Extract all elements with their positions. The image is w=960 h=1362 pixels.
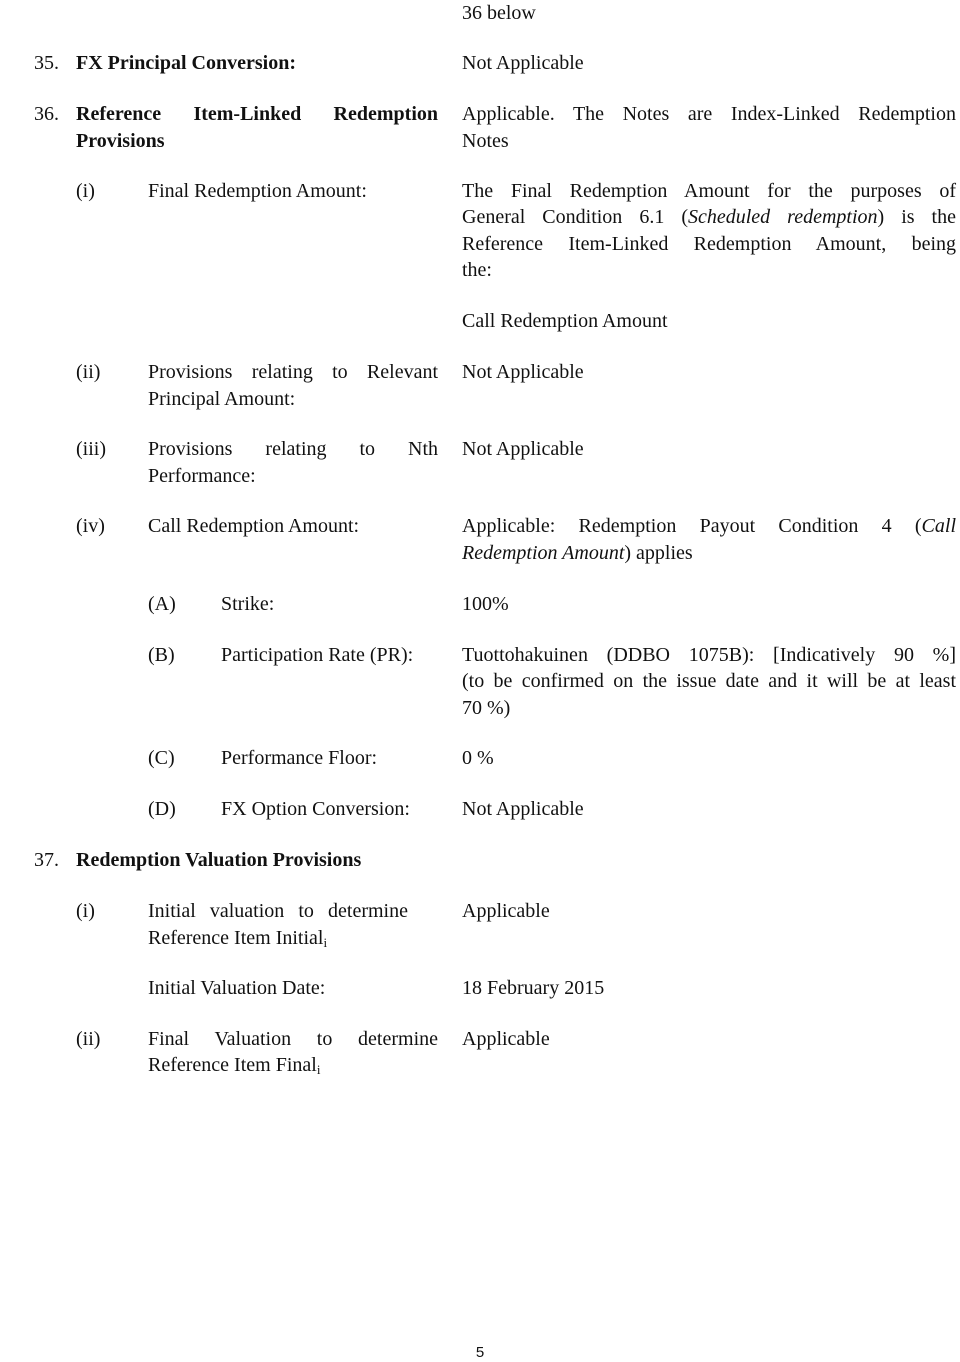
item-number-36-i: (i)	[76, 180, 95, 202]
section-value-35: Not Applicable	[462, 52, 584, 74]
subitem-value-performance-floor: 0 %	[462, 747, 494, 769]
item-label-relevant-principal-line1: Provisions relating to Relevant	[148, 361, 438, 383]
item-label-final-redemption-amount: Final Redemption Amount:	[148, 180, 367, 202]
item-label-initial-valuation-date: Initial Valuation Date:	[148, 977, 326, 999]
item-number-37-ii: (ii)	[76, 1028, 101, 1050]
final-redemption-text-line2: General Condition 6.1 (Scheduled redemption) is the	[462, 206, 956, 228]
item-label-initial-valuation-line2: Reference Item Initial$_i$	[148, 927, 328, 950]
subitem-letter-d: (D)	[148, 798, 176, 820]
item-label-nth-performance-line1: Provisions relating to Nth	[148, 438, 438, 460]
item-label-call-redemption-amount: Call Redemption Amount:	[148, 515, 360, 537]
item-value-final-valuation: Applicable	[462, 1028, 550, 1050]
section-title-36-line2: Provisions	[76, 130, 165, 152]
item-label-final-valuation-line2: Reference Item Final$_i$	[148, 1054, 321, 1077]
item-number-36-iv: (iv)	[76, 515, 105, 537]
section-value-36-line2: Notes	[462, 130, 509, 152]
subitem-letter-a: (A)	[148, 593, 176, 615]
participation-rate-text-line2: (to be confirmed on the issue date and it will be at least	[462, 670, 956, 692]
item-number-36-ii: (ii)	[76, 361, 101, 383]
final-redemption-text-line3: Reference Item-Linked Redemption Amount, being	[462, 233, 956, 255]
call-redemption-text-line1: Applicable: Redemption Payout Condition 4 (Call	[462, 515, 956, 537]
subitem-label-participation-rate: Participation Rate (PR):	[221, 644, 414, 666]
item-value-relevant-principal: Not Applicable	[462, 361, 584, 383]
final-redemption-call-amount: Call Redemption Amount	[462, 310, 668, 332]
participation-rate-text-line3: 70 %)	[462, 697, 511, 719]
final-redemption-text-line1: The Final Redemption Amount for the purposes of	[462, 180, 956, 202]
section-title-35: FX Principal Conversion:	[76, 52, 296, 74]
subitem-value-strike: 100%	[462, 593, 509, 615]
subitem-letter-b: (B)	[148, 644, 175, 666]
item-label-relevant-principal-line2: Principal Amount:	[148, 388, 296, 410]
final-redemption-text-line4: the:	[462, 259, 492, 281]
item-value-initial-valuation: Applicable	[462, 900, 550, 922]
section-value-36-line1: Applicable. The Notes are Index-Linked Redemption	[462, 103, 956, 125]
call-redemption-text-line2: Redemption Amount) applies	[462, 542, 693, 564]
subitem-value-fx-option-conversion: Not Applicable	[462, 798, 584, 820]
carryover-note: 36 below	[462, 2, 536, 24]
participation-rate-text-line1: Tuottohakuinen (DDBO 1075B): [Indicatively 90 %]	[462, 644, 956, 666]
item-label-initial-valuation-line1: Initial valuation to determine	[148, 900, 408, 922]
subitem-label-strike: Strike:	[221, 593, 275, 615]
section-title-36-line1: Reference Item-Linked Redemption	[76, 103, 438, 125]
page-number: 5	[475, 1344, 485, 1361]
item-label-final-valuation-line1: Final Valuation to determine	[148, 1028, 438, 1050]
section-title-37: Redemption Valuation Provisions	[76, 849, 362, 871]
item-number-37-i: (i)	[76, 900, 95, 922]
subitem-label-fx-option-conversion: FX Option Conversion:	[221, 798, 410, 820]
item-value-initial-valuation-date: 18 February 2015	[462, 977, 605, 999]
section-number-37: 37.	[34, 849, 59, 871]
section-number-36: 36.	[34, 103, 59, 125]
subitem-label-performance-floor: Performance Floor:	[221, 747, 378, 769]
section-number-35: 35.	[34, 52, 59, 74]
subitem-letter-c: (C)	[148, 747, 175, 769]
item-value-nth-performance: Not Applicable	[462, 438, 584, 460]
item-number-36-iii: (iii)	[76, 438, 106, 460]
item-label-nth-performance-line2: Performance:	[148, 465, 256, 487]
